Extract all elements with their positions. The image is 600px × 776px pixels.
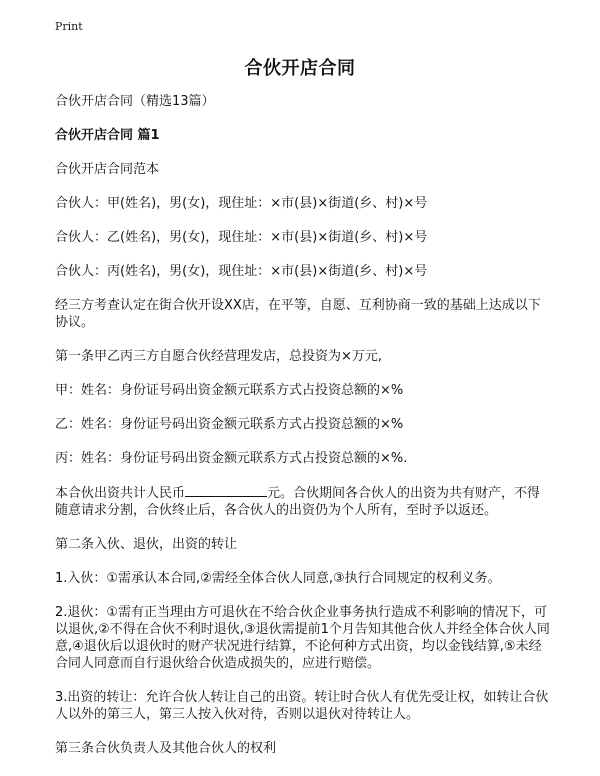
partner-c-line: 合伙人：丙(姓名)，男(女)，现住址：×市(县)×街道(乡、村)×号 [55, 264, 428, 279]
document-title: 合伙开店合同 [244, 58, 356, 79]
capital-prefix: 本合伙出资共计人民币 [55, 486, 186, 501]
share-a-line: 甲：姓名：身份证号码出资金额元联系方式占投资总额的×% [55, 383, 404, 398]
print-label: Print [55, 20, 83, 33]
document-subtitle: 合伙开店合同（精选13篇） [55, 94, 215, 109]
preamble-paragraph: 经三方考查认定在街合伙开设XX店，在平等，自愿、互利协商一致的基础上达成以下协议。 [55, 298, 541, 330]
article-3: 第三条合伙负责人及其他合伙人的权利 [55, 741, 277, 756]
capital-amount-blank [185, 484, 267, 497]
withdraw-clause: 2.退伙：①需有正当理由方可退伙在不给合伙企业事务执行造成不利影响的情况下，可以退伙,②不得在合伙不利时退伙,③退伙需提前1个月告知其他合伙人并经全体合伙人同意,④退伙后以退伙时的财产状况进行结算，不论何种方式出资，均以金钱结算,⑤未经合同人同意而自行退伙给合伙造成损失的，应进行赔偿。 [55, 605, 550, 671]
document-body [55, 93, 550, 774]
join-clause: 1.入伙：①需承认本合同,②需经全体合伙人同意,③执行合同规定的权利义务。 [55, 571, 501, 586]
capital-paragraph [55, 484, 550, 519]
article-2: 第二条入伙、退伙，出资的转让 [55, 537, 238, 552]
sample-heading: 合伙开店合同范本 [55, 162, 160, 177]
share-b-line: 乙：姓名：身份证号码出资金额元联系方式占投资总额的×% [55, 417, 404, 432]
section-heading: 合伙开店合同 篇1 [55, 128, 160, 143]
partner-a-line: 合伙人：甲(姓名)，男(女)，现住址：×市(县)×街道(乡、村)×号 [55, 196, 428, 211]
share-c-line: 丙：姓名：身份证号码出资金额元联系方式占投资总额的×%. [55, 451, 408, 466]
article-1: 第一条甲乙丙三方自愿合伙经营理发店，总投资为×万元, [55, 349, 383, 364]
capital-suffix: 元。合伙期间各合伙人的出资为共有财产，不得随意请求分割，合伙终止后，各合伙人的出资仍为个人所有，至时予以返还。 [55, 486, 541, 518]
partner-b-line: 合伙人：乙(姓名)，男(女)，现住址：×市(县)×街道(乡、村)×号 [55, 230, 428, 245]
transfer-clause: 3.出资的转让：允许合伙人转让自己的出资。转让时合伙人有优先受让权，如转让合伙人以外的第三人，第三人按入伙对待，否则以退伙对待转让人。 [55, 690, 549, 722]
